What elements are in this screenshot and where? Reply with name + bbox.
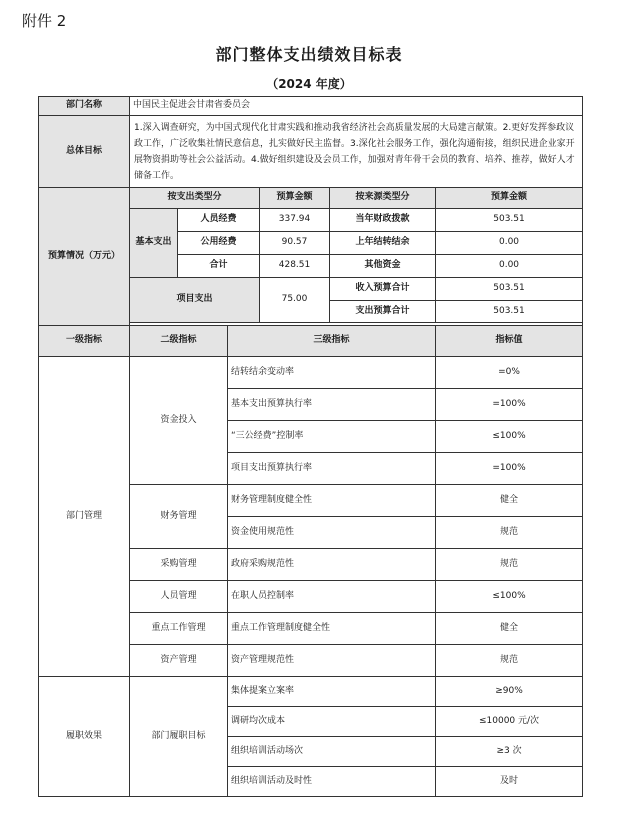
- indicator-value: 及时: [436, 767, 583, 797]
- subtotal-label: 合计: [178, 255, 260, 278]
- income-total-value: 503.51: [436, 278, 583, 301]
- carryover-value: 0.00: [436, 232, 583, 255]
- indicator-value: 健全: [436, 485, 583, 517]
- public-value: 90.57: [260, 232, 330, 255]
- expense-total-value: 503.51: [436, 301, 583, 323]
- indicator-value: =0%: [436, 357, 583, 389]
- table-row: [39, 357, 583, 389]
- dept-name-label: 部门名称: [39, 97, 130, 116]
- indicator-value: ≤10000 元/次: [436, 707, 583, 737]
- indicator-name: 项目支出预算执行率: [228, 453, 436, 485]
- source-type-header: 按来源类型分: [330, 188, 436, 209]
- procurement-management-label: 采购管理: [130, 549, 228, 581]
- expense-amount-header: 预算金额: [260, 188, 330, 209]
- staff-management-label: 人员管理: [130, 581, 228, 613]
- key-work-management-label: 重点工作管理: [130, 613, 228, 645]
- fund-input-label: 资金投入: [130, 357, 228, 485]
- indicator-name: 集体提案立案率: [228, 677, 436, 707]
- value-header: 指标值: [436, 326, 583, 357]
- personnel-label: 人员经费: [178, 209, 260, 232]
- budget-label: 预算情况（万元）: [39, 188, 130, 326]
- dept-name-value: 中国民主促进会甘肃省委员会: [130, 97, 583, 116]
- attachment-label: 附件 2: [22, 12, 67, 30]
- indicator-name: 资金使用规范性: [228, 517, 436, 549]
- indicator-value: 规范: [436, 645, 583, 677]
- subtotal-value: 428.51: [260, 255, 330, 278]
- indicator-value: ≤100%: [436, 421, 583, 453]
- page-title: 部门整体支出绩效目标表: [215, 45, 403, 64]
- indicator-name: 组织培训活动场次: [228, 737, 436, 767]
- fiscal-value: 503.51: [436, 209, 583, 232]
- source-amount-header: 预算金额: [436, 188, 583, 209]
- indicator-value: ≥90%: [436, 677, 583, 707]
- expense-type-header: 按支出类型分: [130, 188, 260, 209]
- fiscal-label: 当年财政拨款: [330, 209, 436, 232]
- income-total-label: 收入预算合计: [330, 278, 436, 301]
- dept-performance-goal-label: 部门履职目标: [130, 677, 228, 797]
- year-label: （2024 年度）: [266, 77, 352, 91]
- indicator-value: ≤100%: [436, 581, 583, 613]
- table-row: [39, 677, 583, 707]
- other-funds-label: 其他资金: [330, 255, 436, 278]
- overall-goal-label: 总体目标: [39, 116, 130, 188]
- basic-expense-label: 基本支出: [130, 209, 178, 278]
- indicator-name: 调研均次成本: [228, 707, 436, 737]
- project-expense-value: 75.00: [260, 278, 330, 323]
- performance-effect-label: 履职效果: [39, 677, 130, 797]
- performance-table: [38, 96, 583, 797]
- indicator-name: 在职人员控制率: [228, 581, 436, 613]
- indicator-name: 资产管理规范性: [228, 645, 436, 677]
- level3-header: 三级指标: [228, 326, 436, 357]
- personnel-value: 337.94: [260, 209, 330, 232]
- public-label: 公用经费: [178, 232, 260, 255]
- indicator-name: “三公经费”控制率: [228, 421, 436, 453]
- indicator-name: 重点工作管理制度健全性: [228, 613, 436, 645]
- indicator-value: 健全: [436, 613, 583, 645]
- indicator-name: 组织培训活动及时性: [228, 767, 436, 797]
- indicator-value: =100%: [436, 453, 583, 485]
- level1-header: 一级指标: [39, 326, 130, 357]
- indicator-value: ≥3 次: [436, 737, 583, 767]
- indicator-name: 结转结余变动率: [228, 357, 436, 389]
- indicator-name: 财务管理制度健全性: [228, 485, 436, 517]
- dept-management-label: 部门管理: [39, 357, 130, 677]
- indicator-value: 规范: [436, 549, 583, 581]
- carryover-label: 上年结转结余: [330, 232, 436, 255]
- indicator-name: 基本支出预算执行率: [228, 389, 436, 421]
- project-expense-label: 项目支出: [130, 278, 260, 323]
- level2-header: 二级指标: [130, 326, 228, 357]
- overall-goal-text: 1.深入调查研究，为中国式现代化甘肃实践和推动我省经济社会高质量发展的大局建言献策。2.更好发挥参政议政工作，广泛收集社情民意信息，扎实做好民主监督。3.深化社会服务工作，强化沟通衔接，组织民进企业家开展物资捐助等社会公益活动。4.做好组织建设及会员工作，加强对青年骨干会员的教育、培养、推荐，做好人才储备工作。: [130, 116, 583, 188]
- indicator-value: =100%: [436, 389, 583, 421]
- other-funds-value: 0.00: [436, 255, 583, 278]
- finance-management-label: 财务管理: [130, 485, 228, 549]
- expense-total-label: 支出预算合计: [330, 301, 436, 323]
- indicator-name: 政府采购规范性: [228, 549, 436, 581]
- asset-management-label: 资产管理: [130, 645, 228, 677]
- indicator-value: 规范: [436, 517, 583, 549]
